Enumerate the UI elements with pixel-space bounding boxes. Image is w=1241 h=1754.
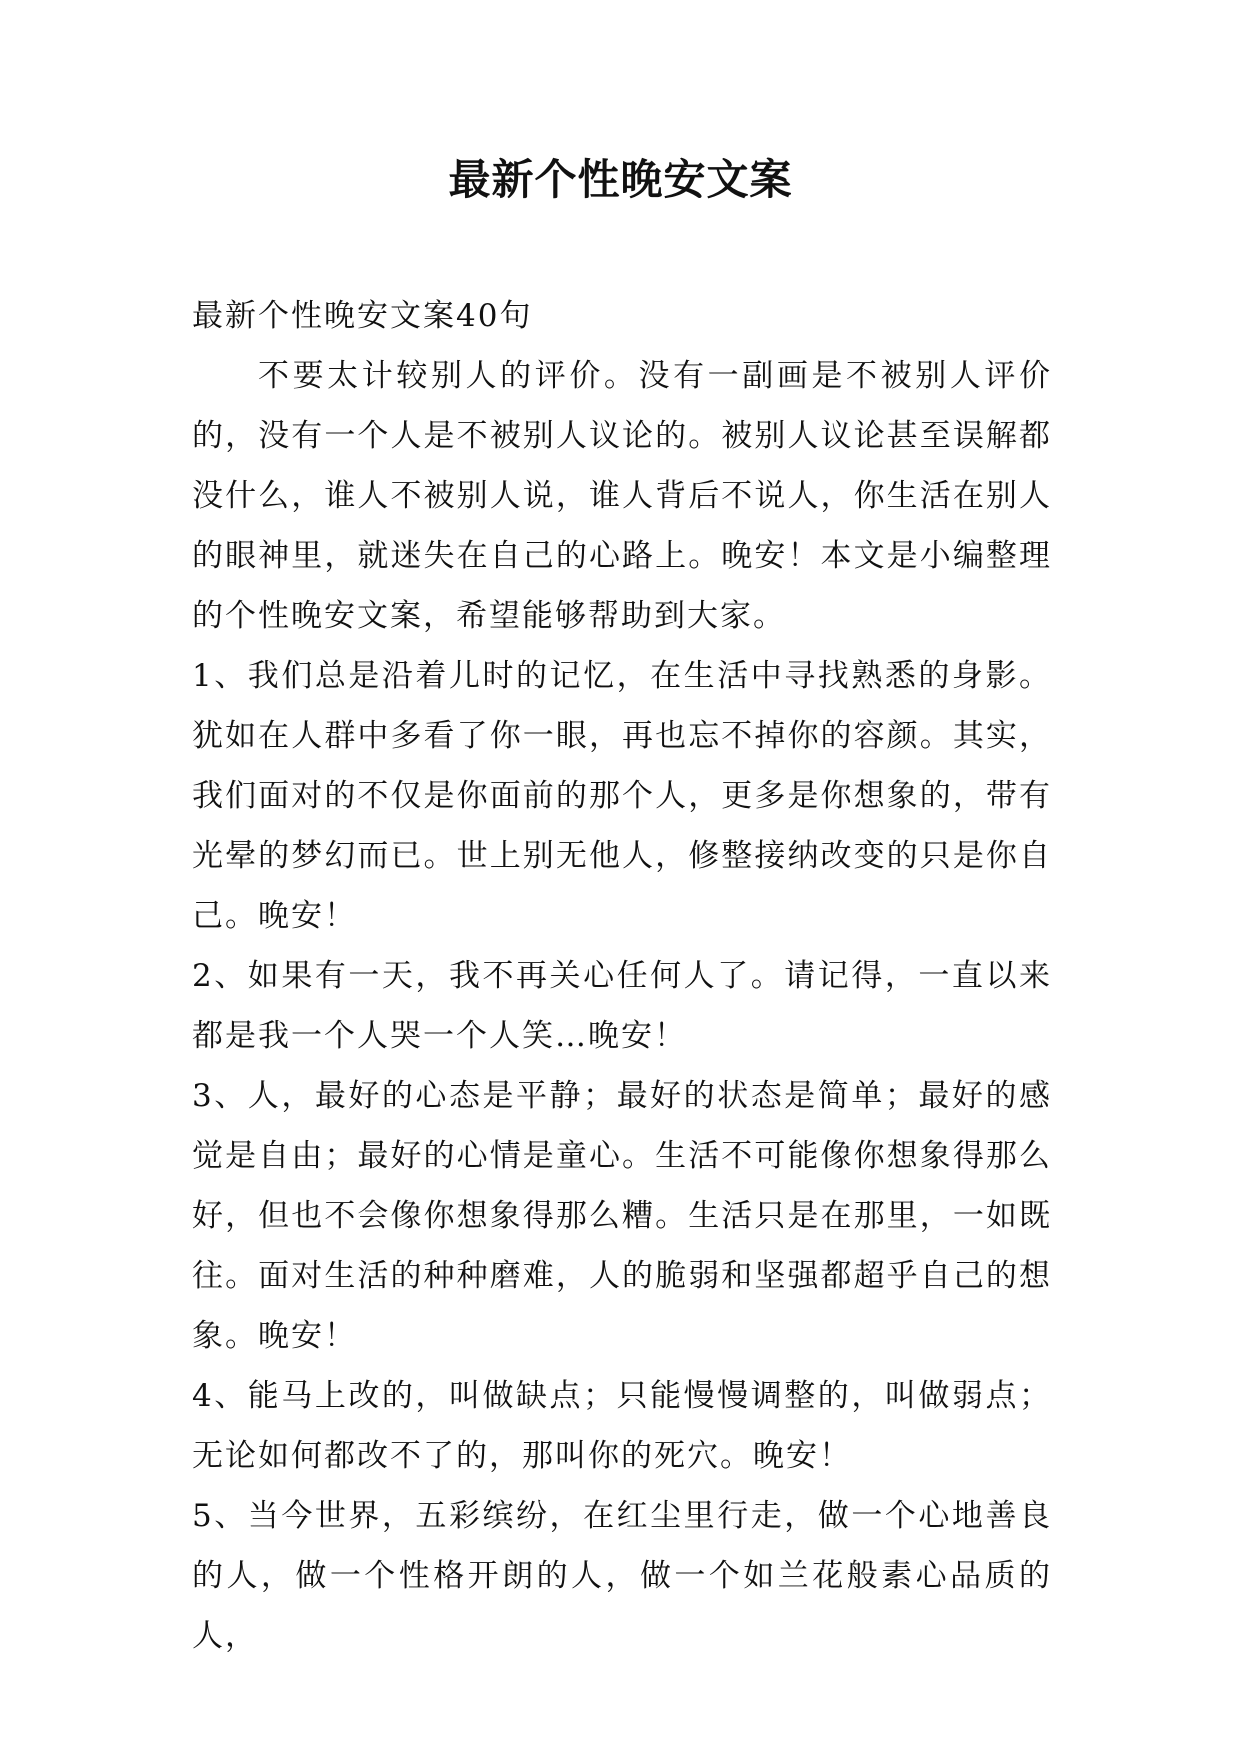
list-item-1: 1、我们总是沿着儿时的记忆，在生活中寻找熟悉的身影。犹如在人群中多看了你一眼，再也忘不掉你的容颜。其实，我们面对的不仅是你面前的那个人，更多是你想象的，带有光晕的梦幻而已。世上别无他人，修整接纳改变的只是你自己。晚安！ <box>192 658 1052 934</box>
document-title: 最新个性晚安文案 <box>448 155 793 204</box>
document-subtitle: 最新个性晚安文案40句 <box>192 298 533 334</box>
list-item-5: 5、当今世界，五彩缤纷，在红尘里行走，做一个心地善良的人，做一个性格开朗的人，做一个如兰花般素心品质的人， <box>192 1498 1052 1654</box>
list-item-3: 3、人，最好的心态是平静；最好的状态是简单；最好的感觉是自由；最好的心情是童心。生活不可能像你想象得那么好，但也不会像你想象得那么糟。生活只是在那里，一如既往。面对生活的种种磨难，人的脆弱和坚强都超乎自己的想象。晚安！ <box>192 1078 1052 1354</box>
list-item-2: 2、如果有一天，我不再关心任何人了。请记得，一直以来都是我一个人哭一个人笑…晚安！ <box>192 958 1052 1054</box>
list-item-4: 4、能马上改的，叫做缺点；只能慢慢调整的，叫做弱点；无论如何都改不了的，那叫你的死穴。晚安！ <box>192 1378 1052 1474</box>
document-body <box>192 286 1052 1666</box>
intro-paragraph: 不要太计较别人的评价。没有一副画是不被别人评价的，没有一个人是不被别人议论的。被别人议论甚至误解都没什么，谁人不被别人说，谁人背后不说人，你生活在别人的眼神里，就迷失在自己的心路上。晚安！本文是小编整理的个性晚安文案，希望能够帮助到大家。 <box>192 358 1052 634</box>
